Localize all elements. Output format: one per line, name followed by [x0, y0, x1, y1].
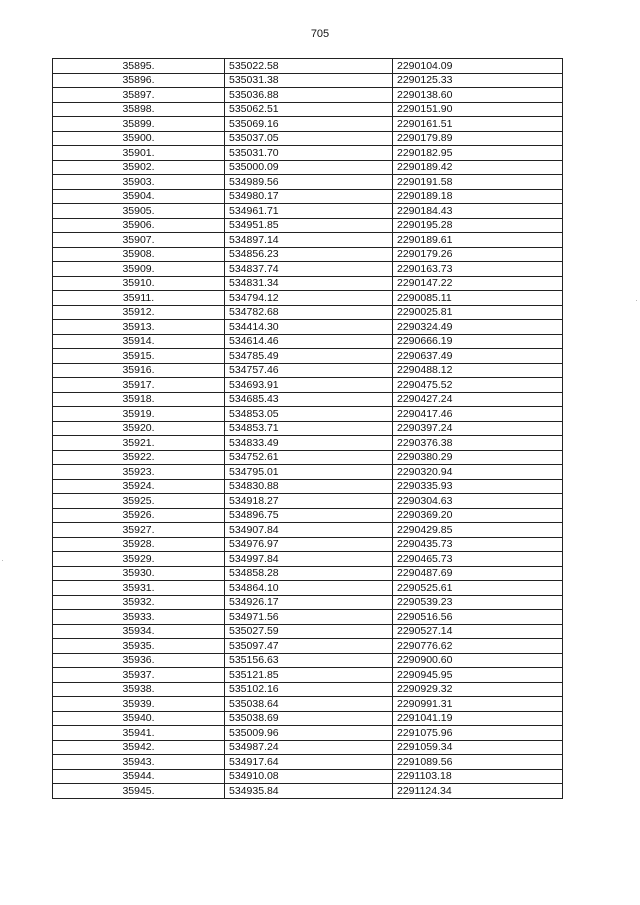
- table-row: [53, 508, 563, 523]
- table-row: [53, 581, 563, 596]
- northing-cell: 2290900.60: [393, 653, 563, 668]
- northing-cell: 2290189.42: [393, 160, 563, 175]
- northing-cell: 2290397.24: [393, 421, 563, 436]
- table-row: [53, 726, 563, 741]
- easting-cell: 534907.84: [225, 523, 393, 538]
- northing-cell: 2290138.60: [393, 88, 563, 103]
- table-row: [53, 131, 563, 146]
- point-number-cell: 35917.: [53, 378, 225, 393]
- northing-cell: 2290147.22: [393, 276, 563, 291]
- northing-cell: 2290151.90: [393, 102, 563, 117]
- table-row: [53, 421, 563, 436]
- northing-cell: 2290380.29: [393, 450, 563, 465]
- table-row: [53, 624, 563, 639]
- point-number-cell: 35913.: [53, 320, 225, 335]
- point-number-cell: 35934.: [53, 624, 225, 639]
- easting-cell: 534971.56: [225, 610, 393, 625]
- table-row: [53, 175, 563, 190]
- coordinates-table: [52, 58, 563, 799]
- point-number-cell: 35921.: [53, 436, 225, 451]
- table-row: [53, 523, 563, 538]
- point-number-cell: 35936.: [53, 653, 225, 668]
- point-number-cell: 35944.: [53, 769, 225, 784]
- easting-cell: 534837.74: [225, 262, 393, 277]
- table-row: [53, 189, 563, 204]
- northing-cell: 2290025.81: [393, 305, 563, 320]
- point-number-cell: 35932.: [53, 595, 225, 610]
- table-row: [53, 102, 563, 117]
- table-row: [53, 610, 563, 625]
- table-row: [53, 494, 563, 509]
- northing-cell: 2290429.85: [393, 523, 563, 538]
- northing-cell: 2290516.56: [393, 610, 563, 625]
- northing-cell: 2290525.61: [393, 581, 563, 596]
- northing-cell: 2290320.94: [393, 465, 563, 480]
- point-number-cell: 35927.: [53, 523, 225, 538]
- easting-cell: 535031.70: [225, 146, 393, 161]
- easting-cell: 534896.75: [225, 508, 393, 523]
- easting-cell: 535097.47: [225, 639, 393, 654]
- easting-cell: 534757.46: [225, 363, 393, 378]
- northing-cell: 2290488.12: [393, 363, 563, 378]
- point-number-cell: 35912.: [53, 305, 225, 320]
- northing-cell: 2290189.61: [393, 233, 563, 248]
- easting-cell: 534833.49: [225, 436, 393, 451]
- easting-cell: 534614.46: [225, 334, 393, 349]
- northing-cell: 2290487.69: [393, 566, 563, 581]
- point-number-cell: 35925.: [53, 494, 225, 509]
- easting-cell: 534918.27: [225, 494, 393, 509]
- easting-cell: 535027.59: [225, 624, 393, 639]
- northing-cell: 2290417.46: [393, 407, 563, 422]
- point-number-cell: 35914.: [53, 334, 225, 349]
- northing-cell: 2290991.31: [393, 697, 563, 712]
- table-row: [53, 59, 563, 74]
- table-row: [53, 247, 563, 262]
- table-row: [53, 479, 563, 494]
- easting-cell: 534987.24: [225, 740, 393, 755]
- table-row: [53, 552, 563, 567]
- point-number-cell: 35897.: [53, 88, 225, 103]
- easting-cell: 534917.64: [225, 755, 393, 770]
- point-number-cell: 35940.: [53, 711, 225, 726]
- easting-cell: 534782.68: [225, 305, 393, 320]
- point-number-cell: 35916.: [53, 363, 225, 378]
- easting-cell: 535121.85: [225, 668, 393, 683]
- easting-cell: 535156.63: [225, 653, 393, 668]
- point-number-cell: 35926.: [53, 508, 225, 523]
- easting-cell: 535000.09: [225, 160, 393, 175]
- easting-cell: 534830.88: [225, 479, 393, 494]
- table-row: [53, 711, 563, 726]
- point-number-cell: 35931.: [53, 581, 225, 596]
- table-row: [53, 146, 563, 161]
- easting-cell: 534856.23: [225, 247, 393, 262]
- table-row: [53, 697, 563, 712]
- point-number-cell: 35902.: [53, 160, 225, 175]
- point-number-cell: 35918.: [53, 392, 225, 407]
- easting-cell: 535069.16: [225, 117, 393, 132]
- point-number-cell: 35933.: [53, 610, 225, 625]
- easting-cell: 534951.85: [225, 218, 393, 233]
- northing-cell: 2290527.14: [393, 624, 563, 639]
- point-number-cell: 35939.: [53, 697, 225, 712]
- northing-cell: 2290376.38: [393, 436, 563, 451]
- northing-cell: 2290427.24: [393, 392, 563, 407]
- point-number-cell: 35941.: [53, 726, 225, 741]
- northing-cell: 2290666.19: [393, 334, 563, 349]
- easting-cell: 534414.30: [225, 320, 393, 335]
- table-row: [53, 465, 563, 480]
- point-number-cell: 35900.: [53, 131, 225, 146]
- point-number-cell: 35943.: [53, 755, 225, 770]
- point-number-cell: 35930.: [53, 566, 225, 581]
- point-number-cell: 35906.: [53, 218, 225, 233]
- point-number-cell: 35935.: [53, 639, 225, 654]
- point-number-cell: 35898.: [53, 102, 225, 117]
- table-row: [53, 740, 563, 755]
- table-row: [53, 537, 563, 552]
- table-row: [53, 334, 563, 349]
- northing-cell: 2290179.89: [393, 131, 563, 146]
- easting-cell: 534752.61: [225, 450, 393, 465]
- northing-cell: 2290929.32: [393, 682, 563, 697]
- northing-cell: 2290179.26: [393, 247, 563, 262]
- northing-cell: 2290104.09: [393, 59, 563, 74]
- easting-cell: 534785.49: [225, 349, 393, 364]
- northing-cell: 2291103.18: [393, 769, 563, 784]
- easting-cell: 534976.97: [225, 537, 393, 552]
- northing-cell: 2291089.56: [393, 755, 563, 770]
- table-row: [53, 73, 563, 88]
- table-row: [53, 653, 563, 668]
- table-row: [53, 262, 563, 277]
- easting-cell: 535036.88: [225, 88, 393, 103]
- point-number-cell: 35928.: [53, 537, 225, 552]
- point-number-cell: 35901.: [53, 146, 225, 161]
- table-row: [53, 204, 563, 219]
- page-number: 705: [310, 28, 330, 40]
- point-number-cell: 35911.: [53, 291, 225, 306]
- northing-cell: 2290335.93: [393, 479, 563, 494]
- point-number-cell: 35942.: [53, 740, 225, 755]
- northing-cell: 2290182.95: [393, 146, 563, 161]
- table-row: [53, 450, 563, 465]
- easting-cell: 534989.56: [225, 175, 393, 190]
- northing-cell: 2291059.34: [393, 740, 563, 755]
- northing-cell: 2290465.73: [393, 552, 563, 567]
- table-row: [53, 320, 563, 335]
- scan-mark: [636, 300, 637, 301]
- table-row: [53, 378, 563, 393]
- table-row: [53, 566, 563, 581]
- northing-cell: 2290435.73: [393, 537, 563, 552]
- easting-cell: 535022.58: [225, 59, 393, 74]
- northing-cell: 2290163.73: [393, 262, 563, 277]
- easting-cell: 534831.34: [225, 276, 393, 291]
- table-row: [53, 668, 563, 683]
- point-number-cell: 35905.: [53, 204, 225, 219]
- northing-cell: 2290125.33: [393, 73, 563, 88]
- point-number-cell: 35929.: [53, 552, 225, 567]
- northing-cell: 2291075.96: [393, 726, 563, 741]
- table-row: [53, 436, 563, 451]
- easting-cell: 535062.51: [225, 102, 393, 117]
- table-row: [53, 595, 563, 610]
- easting-cell: 534961.71: [225, 204, 393, 219]
- northing-cell: 2291041.19: [393, 711, 563, 726]
- point-number-cell: 35910.: [53, 276, 225, 291]
- table-row: [53, 639, 563, 654]
- scan-mark: [2, 560, 3, 561]
- point-number-cell: 35924.: [53, 479, 225, 494]
- northing-cell: 2290637.49: [393, 349, 563, 364]
- northing-cell: 2290191.58: [393, 175, 563, 190]
- northing-cell: 2290369.20: [393, 508, 563, 523]
- table-row: [53, 407, 563, 422]
- northing-cell: 2290324.49: [393, 320, 563, 335]
- easting-cell: 534853.05: [225, 407, 393, 422]
- northing-cell: 2290776.62: [393, 639, 563, 654]
- point-number-cell: 35895.: [53, 59, 225, 74]
- table-row: [53, 160, 563, 175]
- easting-cell: 534926.17: [225, 595, 393, 610]
- easting-cell: 534864.10: [225, 581, 393, 596]
- table-row: [53, 88, 563, 103]
- table-body: [53, 59, 563, 799]
- point-number-cell: 35938.: [53, 682, 225, 697]
- easting-cell: 534980.17: [225, 189, 393, 204]
- northing-cell: 2290195.28: [393, 218, 563, 233]
- easting-cell: 535038.64: [225, 697, 393, 712]
- point-number-cell: 35907.: [53, 233, 225, 248]
- table-row: [53, 117, 563, 132]
- point-number-cell: 35909.: [53, 262, 225, 277]
- point-number-cell: 35903.: [53, 175, 225, 190]
- easting-cell: 534910.08: [225, 769, 393, 784]
- northing-cell: 2291124.34: [393, 784, 563, 799]
- northing-cell: 2290184.43: [393, 204, 563, 219]
- point-number-cell: 35923.: [53, 465, 225, 480]
- northing-cell: 2290475.52: [393, 378, 563, 393]
- easting-cell: 535031.38: [225, 73, 393, 88]
- easting-cell: 535038.69: [225, 711, 393, 726]
- easting-cell: 534693.91: [225, 378, 393, 393]
- easting-cell: 534794.12: [225, 291, 393, 306]
- easting-cell: 534685.43: [225, 392, 393, 407]
- table-row: [53, 233, 563, 248]
- table-row: [53, 755, 563, 770]
- table-row: [53, 276, 563, 291]
- easting-cell: 534897.14: [225, 233, 393, 248]
- point-number-cell: 35899.: [53, 117, 225, 132]
- table-row: [53, 784, 563, 799]
- point-number-cell: 35904.: [53, 189, 225, 204]
- point-number-cell: 35908.: [53, 247, 225, 262]
- point-number-cell: 35922.: [53, 450, 225, 465]
- point-number-cell: 35915.: [53, 349, 225, 364]
- point-number-cell: 35920.: [53, 421, 225, 436]
- easting-cell: 534853.71: [225, 421, 393, 436]
- easting-cell: 535009.96: [225, 726, 393, 741]
- point-number-cell: 35945.: [53, 784, 225, 799]
- easting-cell: 534997.84: [225, 552, 393, 567]
- easting-cell: 535102.16: [225, 682, 393, 697]
- point-number-cell: 35896.: [53, 73, 225, 88]
- northing-cell: 2290945.95: [393, 668, 563, 683]
- northing-cell: 2290189.18: [393, 189, 563, 204]
- easting-cell: 534795.01: [225, 465, 393, 480]
- table-row: [53, 291, 563, 306]
- easting-cell: 535037.05: [225, 131, 393, 146]
- easting-cell: 534935.84: [225, 784, 393, 799]
- easting-cell: 534858.28: [225, 566, 393, 581]
- table-row: [53, 392, 563, 407]
- table-row: [53, 218, 563, 233]
- northing-cell: 2290539.23: [393, 595, 563, 610]
- northing-cell: 2290085.11: [393, 291, 563, 306]
- table-row: [53, 682, 563, 697]
- table-row: [53, 349, 563, 364]
- northing-cell: 2290304.63: [393, 494, 563, 509]
- table-row: [53, 769, 563, 784]
- point-number-cell: 35937.: [53, 668, 225, 683]
- point-number-cell: 35919.: [53, 407, 225, 422]
- table-row: [53, 363, 563, 378]
- table-row: [53, 305, 563, 320]
- northing-cell: 2290161.51: [393, 117, 563, 132]
